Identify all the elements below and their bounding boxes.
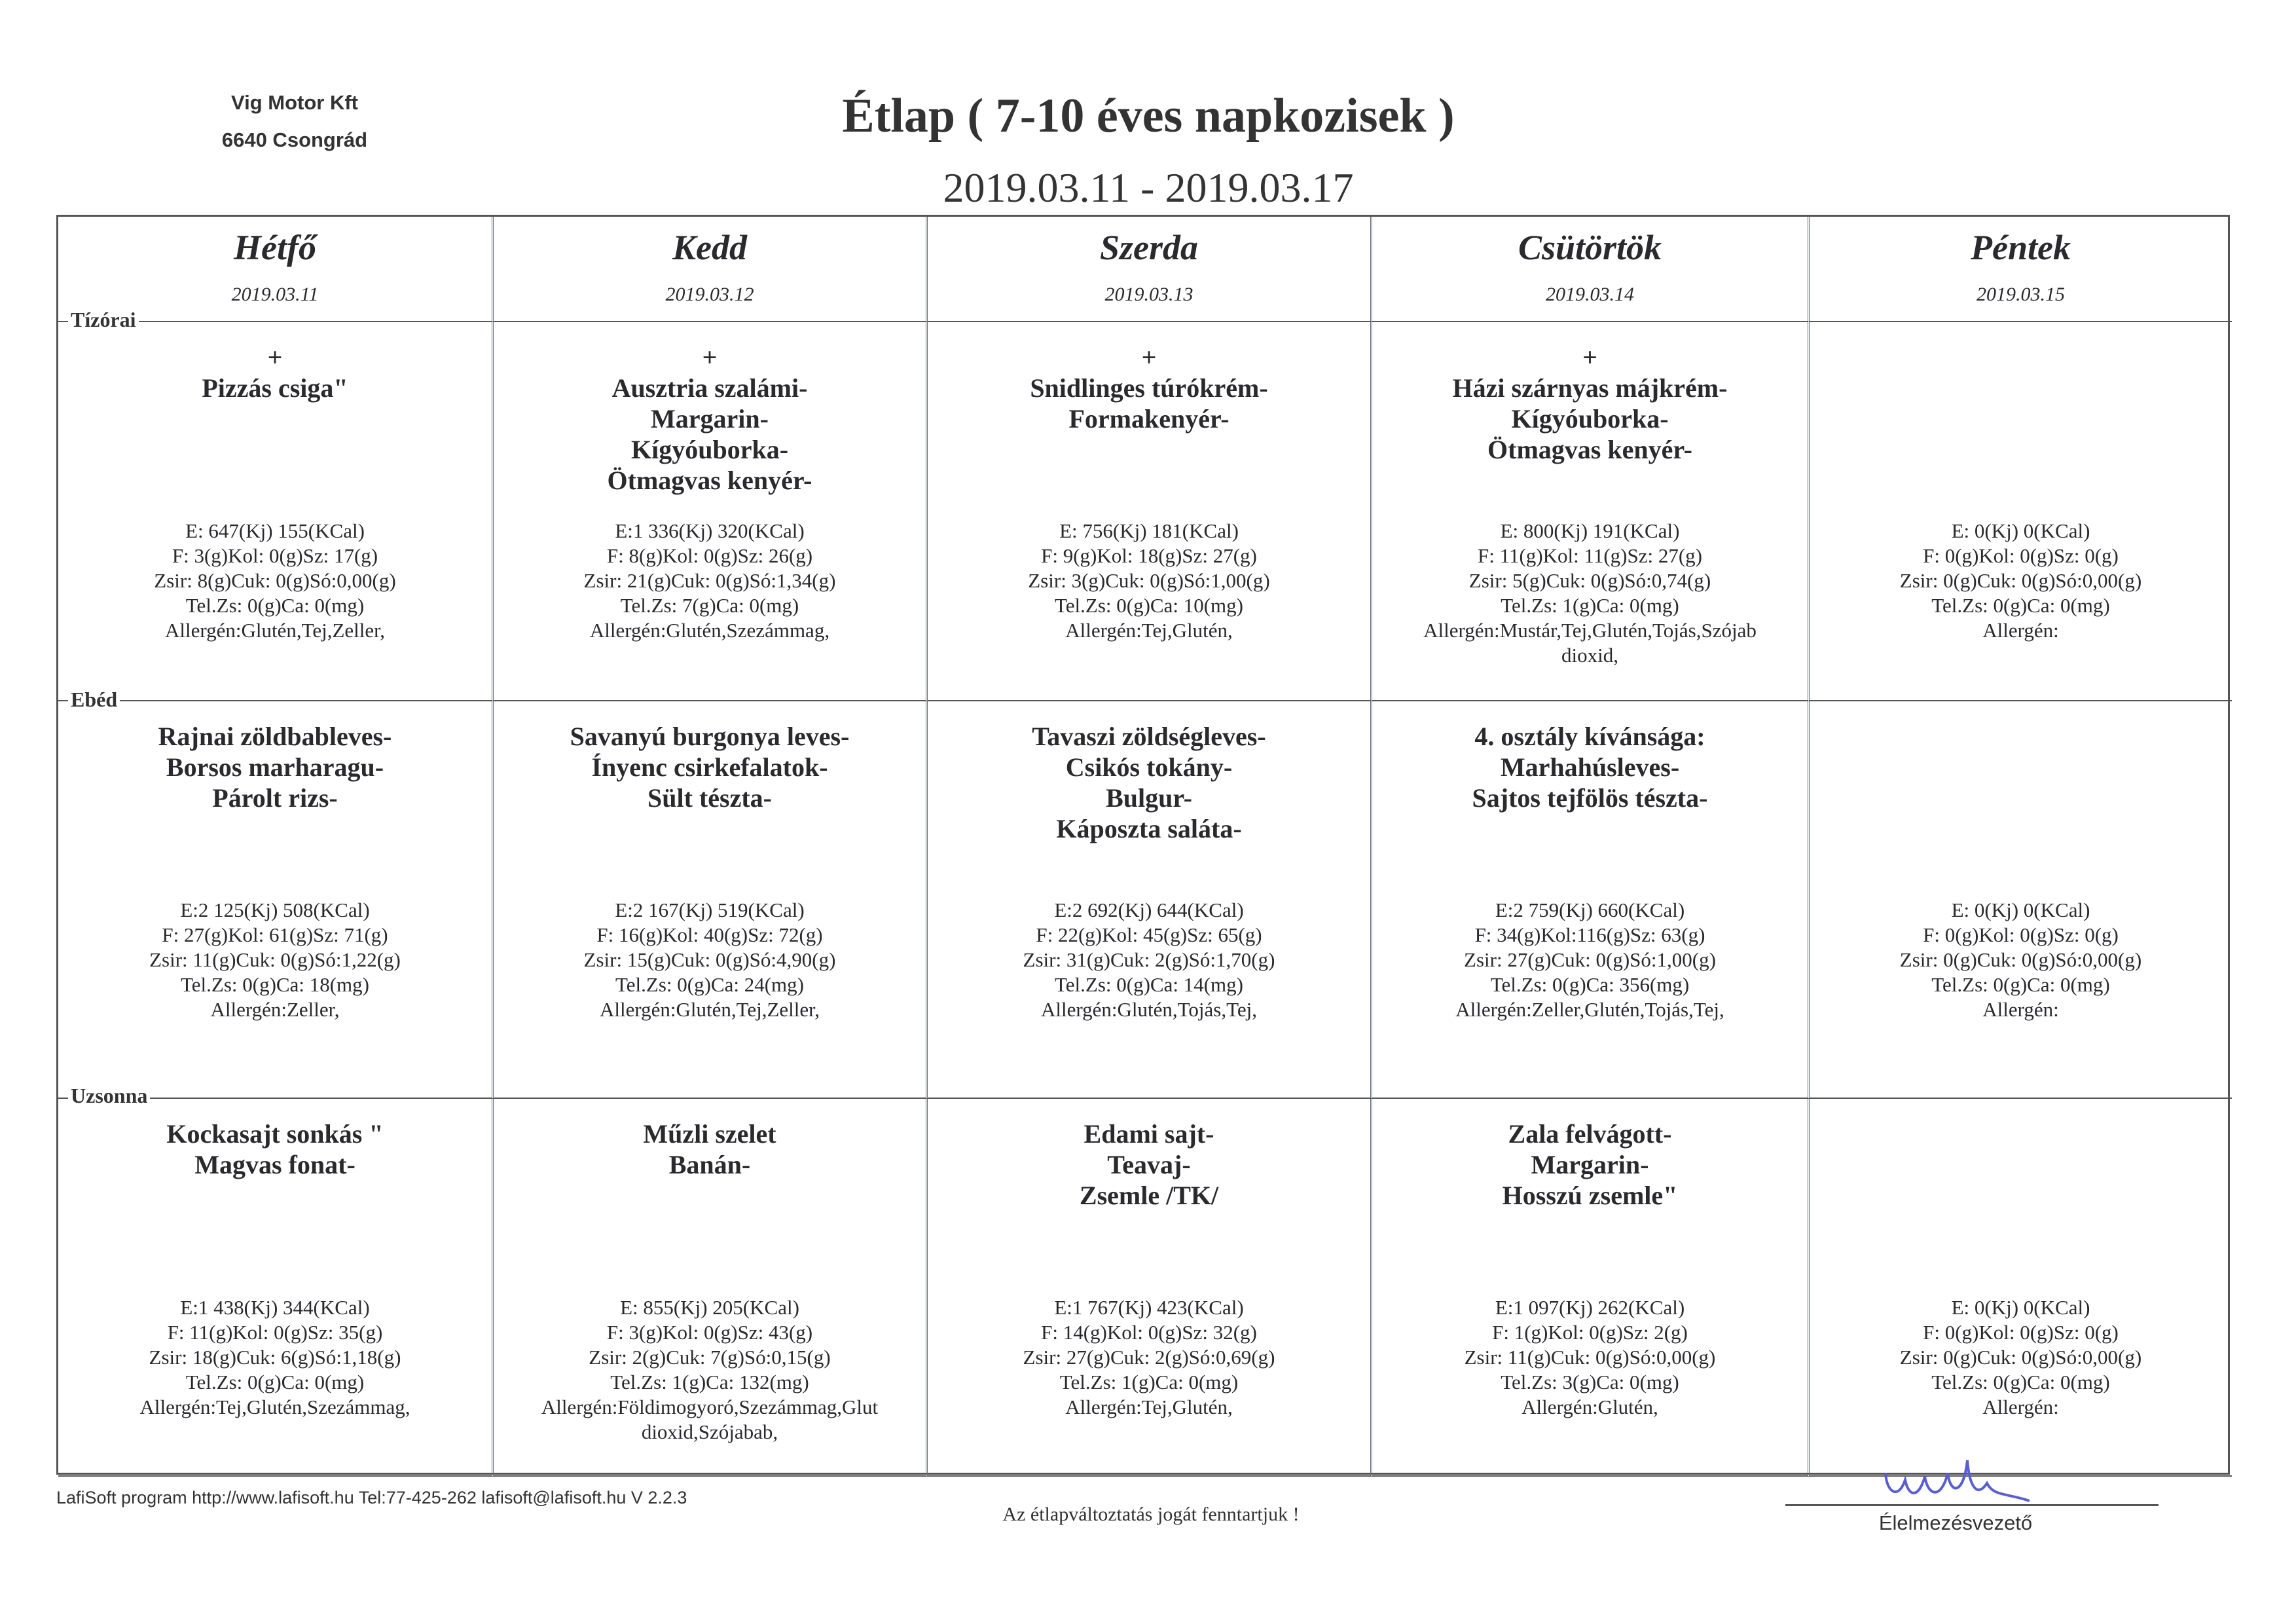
meal-items <box>928 322 1370 434</box>
nutrition-line: F: 16(g)Kol: 40(g)Sz: 72(g) <box>596 923 823 946</box>
meal-item: Sült tészta- <box>647 783 772 813</box>
nutrition-info <box>1810 898 2232 1022</box>
meal-cell <box>1372 701 1810 1099</box>
meal-item: Magvas fonat- <box>194 1150 355 1179</box>
nutrition-info <box>58 898 492 1022</box>
meal-items <box>1810 1099 2232 1118</box>
signature-role: Élelmezésvezető <box>1878 1511 2033 1534</box>
nutrition-line: Allergén:Földimogyoró,Szezámmag,Glut <box>541 1395 879 1418</box>
meal-item: Zala felvágott- <box>1508 1119 1672 1149</box>
meal-items <box>1372 701 1808 813</box>
nutrition-line: F: 3(g)Kol: 0(g)Sz: 17(g) <box>172 544 378 567</box>
meal-cell <box>1810 322 2232 701</box>
nutrition-line: E:1 438(Kj) 344(KCal) <box>180 1296 370 1319</box>
meal-item: Marhahúsleves- <box>1500 752 1680 782</box>
nutrition-info <box>1372 898 1808 1022</box>
nutrition-line: Allergén: <box>1982 998 2059 1021</box>
nutrition-line: E: 800(Kj) 191(KCal) <box>1500 519 1680 542</box>
nutrition-line: F: 9(g)Kol: 18(g)Sz: 27(g) <box>1041 544 1257 567</box>
nutrition-line: Tel.Zs: 1(g)Ca: 0(mg) <box>1501 594 1679 617</box>
nutrition-line: Allergén:Glutén,Tojás,Tej, <box>1041 998 1257 1021</box>
company-address: 6640 Csongrád <box>221 128 368 151</box>
nutrition-line: Tel.Zs: 1(g)Ca: 0(mg) <box>1059 1371 1239 1393</box>
nutrition-line: Zsir: 8(g)Cuk: 0(g)Só:0,00(g) <box>154 569 396 592</box>
nutrition-line: E:2 167(Kj) 519(KCal) <box>615 898 805 921</box>
meal-item: Káposzta saláta- <box>1056 814 1242 843</box>
day-name: Péntek <box>1971 228 2071 267</box>
nutrition-line: E:2 759(Kj) 660(KCal) <box>1495 898 1685 921</box>
nutrition-line: Tel.Zs: 1(g)Ca: 132(mg) <box>610 1371 809 1393</box>
nutrition-line: Zsir: 27(g)Cuk: 2(g)Só:0,69(g) <box>1023 1346 1275 1369</box>
company-info <box>196 84 393 158</box>
nutrition-line: Tel.Zs: 0(g)Ca: 0(mg) <box>185 1371 365 1393</box>
meal-cell <box>58 1099 494 1477</box>
signature-line <box>1785 1504 2159 1506</box>
nutrition-line: F: 14(g)Kol: 0(g)Sz: 32(g) <box>1041 1321 1257 1344</box>
nutrition-line: E:1 336(Kj) 320(KCal) <box>615 519 805 542</box>
nutrition-line: E: 0(Kj) 0(KCal) <box>1951 898 2090 921</box>
nutrition-line: Tel.Zs: 0(g)Ca: 0(mg) <box>1931 594 2110 617</box>
nutrition-info <box>58 519 492 643</box>
nutrition-line: E: 0(Kj) 0(KCal) <box>1951 1296 2090 1319</box>
row-label-2: Uzsonna <box>68 1084 150 1108</box>
day-date: 2019.03.13 <box>1104 284 1194 305</box>
meal-item: Műzli szelet <box>643 1119 776 1149</box>
nutrition-line: dioxid,Szójabab, <box>641 1420 778 1443</box>
nutrition-line: F: 0(g)Kol: 0(g)Sz: 0(g) <box>1923 544 2119 567</box>
meal-item: Teavaj- <box>1107 1150 1191 1179</box>
nutrition-line: F: 0(g)Kol: 0(g)Sz: 0(g) <box>1923 1321 2119 1344</box>
nutrition-line: E:2 692(Kj) 644(KCal) <box>1054 898 1244 921</box>
nutrition-line: Allergén:Tej,Glutén, <box>1065 1395 1233 1418</box>
meal-item: Kockasajt sonkás " <box>166 1119 384 1149</box>
nutrition-info <box>928 1295 1370 1420</box>
nutrition-line: F: 27(g)Kol: 61(g)Sz: 71(g) <box>162 923 388 946</box>
meal-cell <box>494 1099 928 1477</box>
signature-icon <box>1879 1447 2049 1506</box>
meal-cell <box>1810 701 2232 1099</box>
meal-items <box>58 322 492 403</box>
meal-item: Borsos marharagu- <box>166 752 384 782</box>
meal-cell <box>494 322 928 701</box>
meal-item: Ötmagvas kenyér- <box>607 466 812 495</box>
nutrition-line: Allergén:Zeller, <box>210 998 340 1021</box>
nutrition-line: Allergén: <box>1982 619 2059 642</box>
meal-item: Kígyóuborka- <box>630 435 789 464</box>
meal-item: Ötmagvas kenyér- <box>1487 435 1692 464</box>
nutrition-line: F: 34(g)Kol:116(g)Sz: 63(g) <box>1474 923 1705 946</box>
nutrition-line: Zsir: 11(g)Cuk: 0(g)Só:0,00(g) <box>1464 1346 1716 1369</box>
meal-item: Ínyenc csirkefalatok- <box>591 752 828 782</box>
nutrition-line: Allergén:Mustár,Tej,Glutén,Tojás,Szójab <box>1423 619 1757 642</box>
change-notice: Az étlapváltoztatás jogát fenntartjuk ! <box>1002 1504 1300 1525</box>
nutrition-line: Allergén: <box>1982 1395 2059 1418</box>
meal-cell <box>1372 1099 1810 1477</box>
meal-cell <box>928 701 1372 1099</box>
meal-cell <box>1372 322 1810 701</box>
meal-item: Hosszú zsemle" <box>1502 1181 1678 1210</box>
nutrition-line: E: 756(Kj) 181(KCal) <box>1059 519 1239 542</box>
meal-item: Zsemle /TK/ <box>1079 1181 1219 1210</box>
meal-items <box>1372 1099 1808 1211</box>
day-header <box>928 217 1372 322</box>
nutrition-line: Tel.Zs: 0(g)Ca: 24(mg) <box>615 973 804 996</box>
meal-item: Párolt rizs- <box>212 783 338 813</box>
nutrition-line: Allergén:Glutén,Tej,Zeller, <box>164 619 386 642</box>
meal-item: + <box>267 342 283 372</box>
nutrition-line: F: 0(g)Kol: 0(g)Sz: 0(g) <box>1923 923 2119 946</box>
nutrition-line: Tel.Zs: 0(g)Ca: 10(mg) <box>1055 594 1243 617</box>
day-header <box>1372 217 1810 322</box>
nutrition-info <box>494 1295 926 1445</box>
nutrition-line: Allergén:Tej,Glutén,Szezámmag, <box>139 1395 410 1418</box>
meal-items <box>1810 322 2232 342</box>
meal-item: + <box>702 342 718 372</box>
nutrition-line: F: 3(g)Kol: 0(g)Sz: 43(g) <box>606 1321 813 1344</box>
nutrition-line: Zsir: 2(g)Cuk: 7(g)Só:0,15(g) <box>589 1346 831 1369</box>
nutrition-line: F: 22(g)Kol: 45(g)Sz: 65(g) <box>1036 923 1262 946</box>
nutrition-line: Tel.Zs: 0(g)Ca: 18(mg) <box>181 973 369 996</box>
nutrition-line: F: 8(g)Kol: 0(g)Sz: 26(g) <box>606 544 813 567</box>
nutrition-line: Allergén:Tej,Glutén, <box>1065 619 1233 642</box>
nutrition-line: E: 647(Kj) 155(KCal) <box>185 519 365 542</box>
meal-items <box>928 1099 1370 1211</box>
nutrition-line: Tel.Zs: 0(g)Ca: 14(mg) <box>1055 973 1243 996</box>
meal-items <box>58 1099 492 1180</box>
software-info: LafiSoft program http://www.lafisoft.hu Tel:77-425-262 lafisoft@lafisoft.hu V 2.2.3 <box>56 1488 687 1507</box>
meal-items <box>928 701 1370 844</box>
day-name: Kedd <box>672 228 747 267</box>
nutrition-line: Allergén:Glutén, <box>1522 1395 1658 1418</box>
day-name: Szerda <box>1099 228 1199 267</box>
meal-item: Margarin- <box>1531 1150 1649 1179</box>
meal-items <box>1810 701 2232 721</box>
menu-table <box>56 215 2230 1475</box>
company-name: Vig Motor Kft <box>230 91 358 114</box>
meal-items <box>494 1099 926 1180</box>
nutrition-info <box>928 519 1370 643</box>
meal-item: Ausztria szalámi- <box>611 373 808 403</box>
nutrition-info <box>1372 519 1808 668</box>
meal-item: Formakenyér- <box>1068 404 1230 434</box>
nutrition-line: Allergén:Glutén,Szezámmag, <box>589 619 830 642</box>
meal-items <box>1372 322 1808 465</box>
meal-item: Snidlinges túrókrém- <box>1030 373 1268 403</box>
day-name: Csütörtök <box>1518 228 1662 267</box>
nutrition-line: Tel.Zs: 3(g)Ca: 0(mg) <box>1501 1371 1679 1393</box>
meal-item: Bulgur- <box>1106 783 1192 813</box>
day-name: Hétfő <box>234 228 316 267</box>
nutrition-line: Zsir: 27(g)Cuk: 0(g)Só:1,00(g) <box>1464 948 1716 971</box>
meal-item: Kígyóuborka- <box>1511 404 1669 434</box>
nutrition-info <box>494 519 926 643</box>
meal-item: Margarin- <box>651 404 769 434</box>
nutrition-line: Zsir: 0(g)Cuk: 0(g)Só:0,00(g) <box>1899 569 2142 592</box>
nutrition-line: E:2 125(Kj) 508(KCal) <box>180 898 370 921</box>
nutrition-line: Tel.Zs: 0(g)Ca: 356(mg) <box>1490 973 1690 996</box>
nutrition-line: Zsir: 11(g)Cuk: 0(g)Só:1,22(g) <box>149 948 401 971</box>
nutrition-line: F: 11(g)Kol: 11(g)Sz: 27(g) <box>1478 544 1702 567</box>
day-date: 2019.03.14 <box>1546 284 1634 305</box>
meal-items <box>494 322 926 496</box>
meal-cell <box>494 701 928 1099</box>
nutrition-line: Zsir: 18(g)Cuk: 6(g)Só:1,18(g) <box>149 1346 401 1369</box>
page-title: Étlap ( 7-10 éves napkozisek ) <box>842 89 1455 143</box>
nutrition-line: Tel.Zs: 0(g)Ca: 0(mg) <box>1931 973 2110 996</box>
meal-item: Savanyú burgonya leves- <box>570 722 850 751</box>
nutrition-line: Zsir: 21(g)Cuk: 0(g)Só:1,34(g) <box>583 569 836 592</box>
nutrition-line: Tel.Zs: 0(g)Ca: 0(mg) <box>185 594 365 617</box>
meal-item: Banán- <box>668 1150 751 1179</box>
nutrition-line: F: 11(g)Kol: 0(g)Sz: 35(g) <box>167 1321 383 1344</box>
meal-item: Sajtos tejfölös tészta- <box>1472 783 1708 813</box>
nutrition-info <box>58 1295 492 1420</box>
day-date: 2019.03.15 <box>1977 284 2065 305</box>
meal-item: Edami sajt- <box>1084 1119 1214 1149</box>
nutrition-line: E:1 767(Kj) 423(KCal) <box>1054 1296 1244 1319</box>
nutrition-line: Allergén:Glutén,Tej,Zeller, <box>599 998 820 1021</box>
nutrition-info <box>928 898 1370 1022</box>
nutrition-line: F: 1(g)Kol: 0(g)Sz: 2(g) <box>1492 1321 1688 1344</box>
meal-item: + <box>1141 342 1157 372</box>
nutrition-line: Zsir: 0(g)Cuk: 0(g)Só:0,00(g) <box>1899 1346 2142 1369</box>
nutrition-line: Zsir: 31(g)Cuk: 2(g)Só:1,70(g) <box>1023 948 1275 971</box>
meal-item: 4. osztály kívánsága: <box>1474 722 1705 751</box>
nutrition-info <box>1372 1295 1808 1420</box>
nutrition-info <box>494 898 926 1022</box>
nutrition-info <box>1810 1295 2232 1420</box>
meal-items <box>494 701 926 813</box>
day-header <box>494 217 928 322</box>
meal-cell <box>928 322 1372 701</box>
nutrition-line: E: 855(Kj) 205(KCal) <box>620 1296 799 1319</box>
row-label-0: Tízórai <box>68 308 139 332</box>
nutrition-line: Tel.Zs: 0(g)Ca: 0(mg) <box>1931 1371 2110 1393</box>
nutrition-line: Zsir: 0(g)Cuk: 0(g)Só:0,00(g) <box>1899 948 2142 971</box>
nutrition-line: dioxid, <box>1561 644 1618 667</box>
meal-item: Csikós tokány- <box>1065 752 1233 782</box>
meal-item: Pizzás csiga" <box>202 373 348 403</box>
meal-items <box>58 701 492 813</box>
date-range: 2019.03.11 - 2019.03.17 <box>943 164 1354 211</box>
day-date: 2019.03.12 <box>665 284 754 305</box>
meal-item: + <box>1582 342 1597 372</box>
nutrition-line: Allergén:Zeller,Glutén,Tojás,Tej, <box>1455 998 1724 1021</box>
nutrition-line: Zsir: 5(g)Cuk: 0(g)Só:0,74(g) <box>1468 569 1711 592</box>
meal-item: Rajnai zöldbableves- <box>158 722 392 751</box>
day-header <box>58 217 494 322</box>
nutrition-line: E:1 097(Kj) 262(KCal) <box>1495 1296 1685 1319</box>
day-header <box>1810 217 2232 322</box>
meal-cell <box>928 1099 1372 1477</box>
nutrition-line: Tel.Zs: 7(g)Ca: 0(mg) <box>620 594 799 617</box>
meal-cell <box>58 322 494 701</box>
day-date: 2019.03.11 <box>231 284 319 305</box>
nutrition-line: Zsir: 15(g)Cuk: 0(g)Só:4,90(g) <box>583 948 836 971</box>
meal-cell <box>1810 1099 2232 1477</box>
meal-item: Tavaszi zöldségleves- <box>1032 722 1266 751</box>
nutrition-line: E: 0(Kj) 0(KCal) <box>1951 519 2090 542</box>
meal-item: Házi szárnyas májkrém- <box>1452 373 1728 403</box>
row-label-1: Ebéd <box>68 688 120 712</box>
meal-cell <box>58 701 494 1099</box>
nutrition-info <box>1810 519 2232 643</box>
nutrition-line: Zsir: 3(g)Cuk: 0(g)Só:1,00(g) <box>1028 569 1270 592</box>
